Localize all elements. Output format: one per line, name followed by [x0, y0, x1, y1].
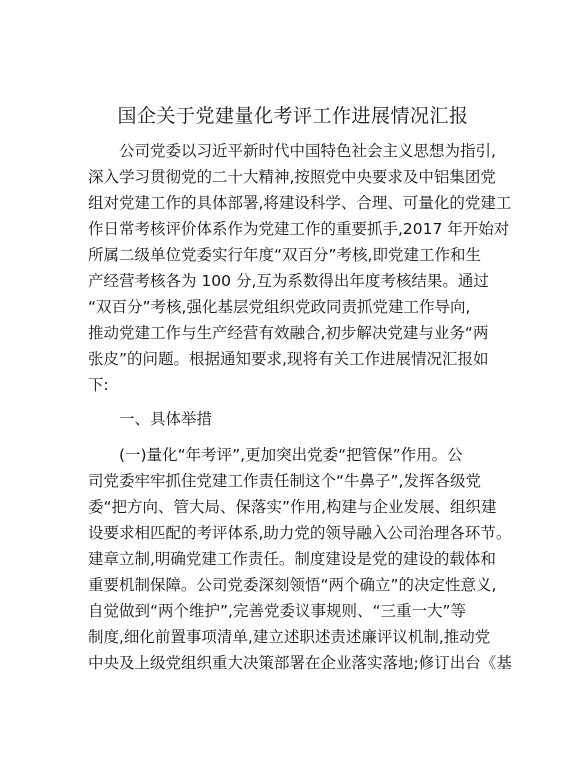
- text-line: 所属二级单位党委实行年度“双百分”考核,即党建工作和生: [88, 246, 481, 264]
- text-line: 深入学习贯彻党的二十大精神,按照党中央要求及中铝集团党: [88, 168, 496, 186]
- document-body: [88, 138, 512, 676]
- text-line: 设要求相匹配的考评体系,助力党的领导融入公司治理各环节。: [88, 524, 512, 542]
- text-line: 重要机制保障。公司党委深刻领悟“两个确立”的决定性意义,: [88, 576, 497, 594]
- text-line: 推动党建工作与生产经营有效融合,初步解决党建与业务“两: [88, 324, 489, 342]
- text-line: 产经营考核各为 100 分,互为系数得出年度考核结果。通过: [88, 272, 489, 290]
- paragraph-gap: [88, 398, 504, 406]
- text-line: 自觉做到“两个维护”,完善党委议事规则、“三重一大”等: [88, 602, 467, 620]
- text-line: (一)量化“年考评”,更加突出党委“把管保”作用。公: [119, 446, 463, 464]
- text-line: 中央及上级党组织重大决策部署在企业落实落地;修订出台《基: [88, 654, 512, 672]
- paragraph-gap: [88, 432, 504, 442]
- paragraph-measures: [88, 442, 512, 676]
- text-line: 组对党建工作的具体部署,将建设科学、合理、可量化的党建工: [88, 194, 512, 212]
- text-line: 司党委牢牢抓住党建工作责任制这个“牛鼻子”,发挥各级党: [88, 472, 481, 490]
- text-line: 制度,细化前置事项清单,建立述职述责述廉评议机制,推动党: [88, 628, 491, 646]
- text-line: 委“把方向、管大局、保落实”作用,构建与企业发展、组织建: [88, 498, 497, 516]
- section-heading: 一、具体举措: [119, 410, 213, 428]
- text-line: 作日常考核评价体系作为党建工作的重要抓手,2017 年开始对: [88, 220, 510, 238]
- document-title: 国企关于党建量化考评工作进展情况汇报: [117, 105, 469, 127]
- text-line: 下:: [88, 376, 109, 394]
- paragraph-intro: [88, 138, 512, 398]
- text-line: 张皮”的问题。根据通知要求,现将有关工作进展情况汇报如: [88, 350, 489, 368]
- text-line: 建章立制,明确党建工作责任。制度建设是党的建设的载体和: [88, 550, 496, 568]
- text-line: 公司党委以习近平新时代中国特色社会主义思想为指引,: [119, 142, 496, 160]
- text-line: “双百分”考核,强化基层党组织党政同责抓党建工作导向,: [88, 298, 471, 316]
